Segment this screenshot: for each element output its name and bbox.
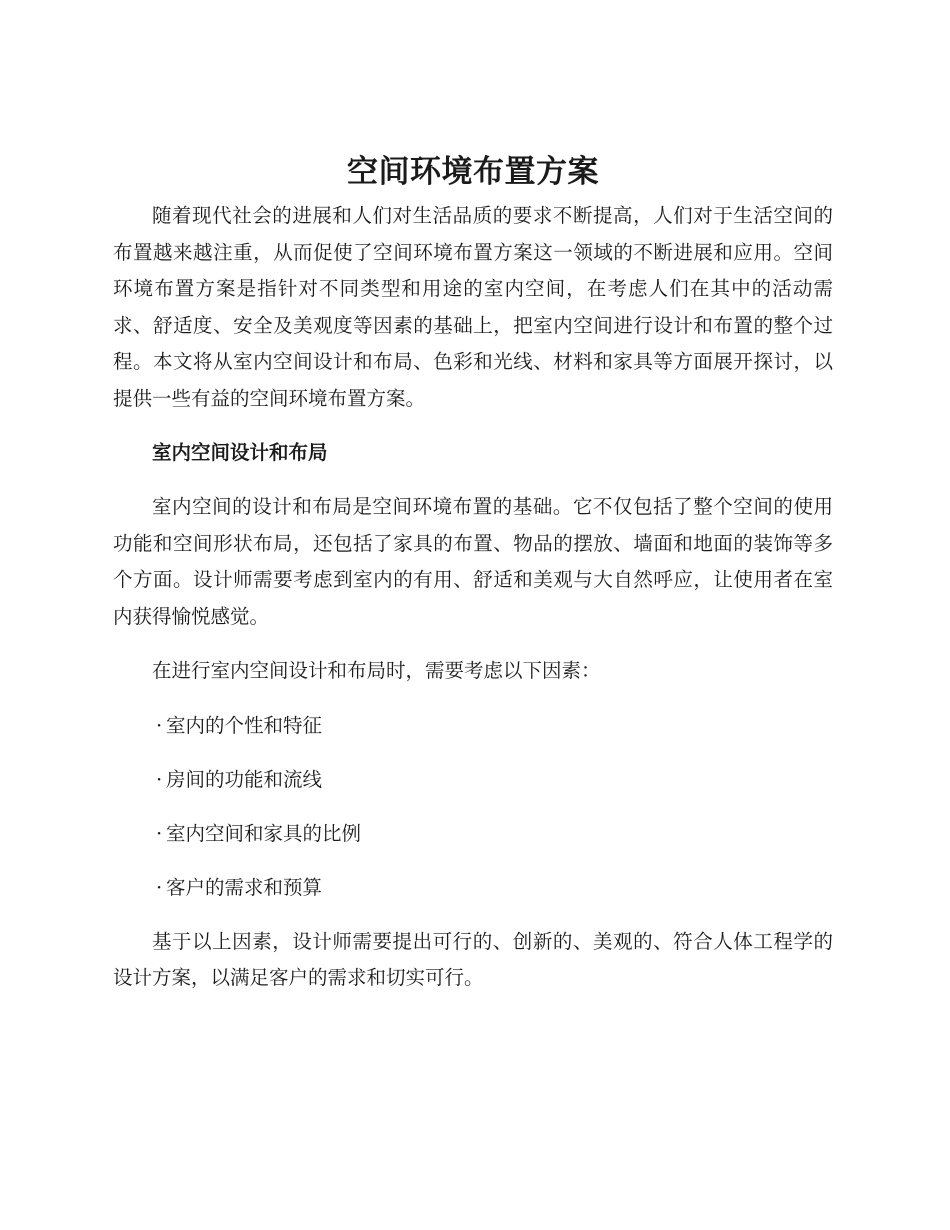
list-item-text: 室内空间和家具的比例	[166, 821, 362, 845]
section-paragraph-1: 室内空间的设计和布局是空间环境布置的基础。它不仅包括了整个空间的使用功能和空间形状布局，还包括了家具的布置、物品的摆放、墙面和地面的装饰等多个方面。设计师需要考虑到室内的有用、舒适和美观与大自然呼应，让使用者在室内获得愉悦感觉。	[113, 495, 833, 628]
list-item	[113, 816, 833, 852]
list-item	[113, 762, 833, 798]
list-item-text: 室内的个性和特征	[166, 713, 323, 737]
bullet-icon: ·	[156, 767, 163, 791]
bullet-icon: ·	[156, 713, 163, 737]
bullet-icon: ·	[156, 875, 163, 899]
bullet-icon: ·	[156, 821, 163, 845]
document-body	[113, 150, 833, 997]
list-item-text: 客户的需求和预算	[166, 875, 323, 899]
section-paragraph-2: 在进行室内空间设计和布局时，需要考虑以下因素：	[152, 659, 601, 682]
list-item-text: 房间的功能和流线	[166, 767, 323, 791]
document-title: 空间环境布置方案	[347, 154, 599, 190]
section-paragraph-3: 基于以上因素，设计师需要提出可行的、创新的、美观的、符合人体工程学的设计方案，以满足客户的需求和切实可行。	[113, 929, 833, 989]
intro-paragraph: 随着现代社会的进展和人们对生活品质的要求不断提高，人们对于生活空间的布置越来越注重，从而促使了空间环境布置方案这一领域的不断进展和应用。空间环境布置方案是指针对不同类型和用途的室内空间，在考虑人们在其中的活动需求、舒适度、安全及美观度等因素的基础上，把室内空间进行设计和布置的整个过程。本文将从室内空间设计和布局、色彩和光线、材料和家具等方面展开探讨，以提供一些有益的空间环境布置方案。	[113, 204, 833, 410]
section-heading: 室内空间设计和布局	[152, 441, 328, 464]
list-item	[113, 870, 833, 906]
list-item	[113, 708, 833, 744]
